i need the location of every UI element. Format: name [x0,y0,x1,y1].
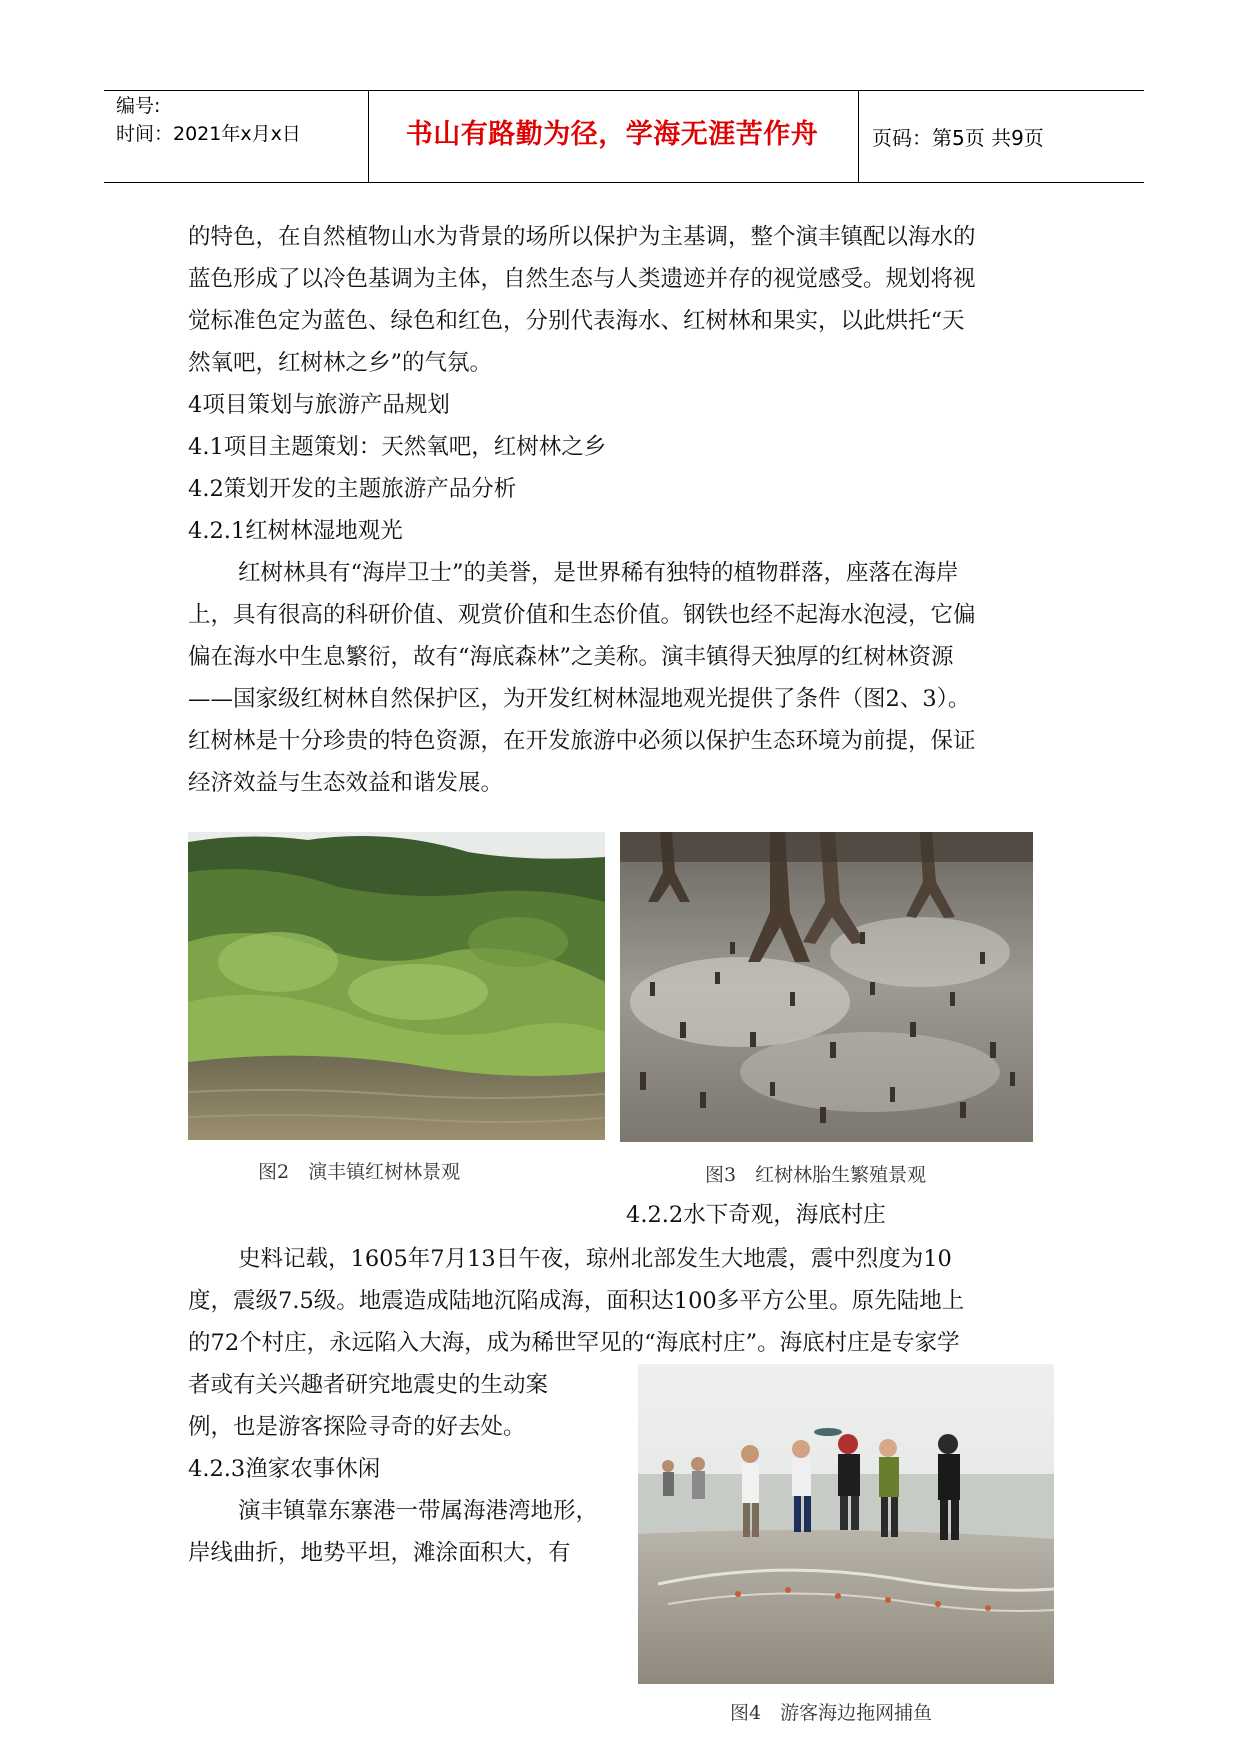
header-bottom-border [104,182,1144,183]
paragraph-line: 红树林是十分珍贵的特色资源，在开发旅游中必须以保护生态环境为前提，保证 [188,728,976,754]
figure-2-mangrove-photo [188,832,605,1140]
heading-4-2: 4.2策划开发的主题旅游产品分析 [188,476,517,502]
header-top-border [104,90,1144,91]
paragraph-line: 然氧吧，红树林之乡”的气氛。 [188,350,493,376]
heading-4-1: 4.1项目主题策划：天然氧吧，红树林之乡 [188,434,607,460]
heading-4: 4项目策划与旅游产品规划 [188,392,450,418]
paragraph-line: 经济效益与生态效益和谐发展。 [188,770,504,796]
paragraph-line: 蓝色形成了以冷色基调为主体，自然生态与人类遗迹并存的视觉感受。规划将视 [188,266,976,292]
figure-4-net-fishing-photo [638,1364,1054,1684]
paragraph-line: 的72个村庄，永远陷入大海，成为稀世罕见的“海底村庄”。海底村庄是专家学 [188,1330,960,1356]
paragraph-line: 演丰镇靠东寨港一带属海港湾地形， [238,1498,599,1524]
paragraph-line: 岸线曲折，地势平坦，滩涂面积大，有 [188,1540,571,1566]
header-divider-right [858,90,859,183]
paragraph-line: 觉标准色定为蓝色、绿色和红色，分别代表海水、红树林和果实，以此烘托“天 [188,308,965,334]
paragraph-line: 偏在海水中生息繁衍，故有“海底森林”之美称。演丰镇得天独厚的红树林资源 [188,644,954,670]
heading-4-2-3: 4.2.3渔家农事休闲 [188,1456,381,1482]
figure-4-caption: 图4 游客海边拖网捕鱼 [730,1702,933,1724]
heading-4-2-2: 4.2.2水下奇观，海底村庄 [626,1202,886,1228]
header-number: 编号: [116,95,161,117]
paragraph-line: 上，具有很高的科研价值、观赏价值和生态价值。钢铁也经不起海水泡浸，它偏 [188,602,976,628]
paragraph-line: 红树林具有“海岸卫士”的美誉，是世界稀有独特的植物群落，座落在海岸 [238,560,959,586]
paragraph-line: 者或有关兴趣者研究地震史的生动案 [188,1372,549,1398]
header-page-info: 页码：第5页 共9页 [872,126,1044,150]
header-motto: 书山有路勤为径，学海无涯苦作舟 [405,119,819,150]
paragraph-line: ——国家级红树林自然保护区，为开发红树林湿地观光提供了条件（图2、3）。 [188,686,971,712]
paragraph-line: 的特色，在自然植物山水为背景的场所以保护为主基调，整个演丰镇配以海水的 [188,224,976,250]
header-time: 时间：2021年x月x日 [116,123,301,145]
heading-4-2-1: 4.2.1红树林湿地观光 [188,518,403,544]
header-meta [116,92,301,148]
paragraph-line: 度，震级7.5级。地震造成陆地沉陷成海，面积达100多平方公里。原先陆地上 [188,1288,965,1314]
figure-3-mangrove-roots-photo [620,832,1033,1142]
paragraph-line: 例，也是游客探险寻奇的好去处。 [188,1414,526,1440]
figure-3-caption: 图3 红树林胎生繁殖景观 [705,1164,927,1186]
figure-2-caption: 图2 演丰镇红树林景观 [258,1161,461,1183]
paragraph-line: 史料记载，1605年7月13日午夜，琼州北部发生大地震，震中烈度为10 [238,1246,952,1272]
